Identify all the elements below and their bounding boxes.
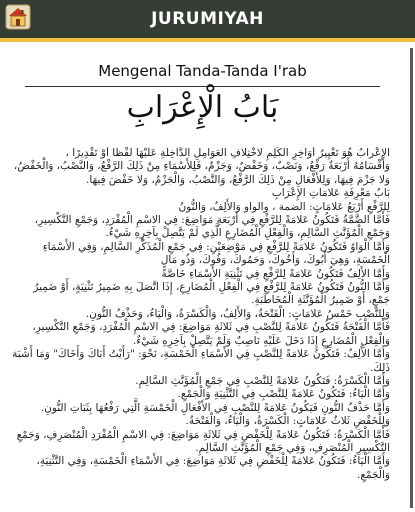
paragraph: وَأَمَّا النُّونُ فَتَكُونُ عَلامَةً لِلرَّفْعِ فِي الْفِعْلِ الْمُضَارِعِ، إِذَا اتَّصَلَ بِهِ ضَمِيرُ تَثْنِيَةٍ، أَوْ ضَمِيرُ جَمْعٍ، أَوْ ضَمِيرُ الْمُؤَنَّثَةِ الْمُخَاطَبَةِ. [33,281,390,307]
paragraph: فَأَمَّا الْكَسْرَةُ: فَتَكُونُ عَلامَةً لِلْخَفْضِ فِي ثَلاثَةِ مَوَاضِعَ: فِي الاسْمِ الْمُفْرَدِ الْمُنْصَرِفِ، وَجَمْعِ التَّكْسِيرِ الْمُنْصَرِفِ، وَفِي جَمْعِ الْمُؤَنَّثِ السَّالِمِ. [16,428,390,454]
paragraph: وَأَمَّا الأَلِفُ: فَتَكُونُ عَلامَةً لِلنَّصْبِ فِي الأَسْمَاءِ الْخَمْسَةِ، نَحْوَ: "رَأَيْتُ أَبَاكَ وَأَخَاكَ" وَمَا أَشْبَهَ ذَلِكَ. [12,348,390,374]
paragraph: وَأَمَّا الْوَاوُ فَتَكُونُ عَلامَةً لِلرَّفْعِ فِي مَوْضِعَيْنِ: فِي جَمْعِ الْمُذَكَّرِ السَّالِمِ، وَفِي الأَسْمَاءِ الْخَمْسَةِ، وَهِيَ أَبُوكَ، وَأَخُوكَ، وَحَمُوكَ، وَفُوكَ، وَذُو مَالٍ [42,240,390,267]
paragraph: وَأَقْسَامُهُ أَرْبَعَةٌ رَفْعٌ، وَنَصْبٌ، وَخَفْضٌ، وَجَزْمٌ، فَلِلأَسْمَاءِ مِنْ ذَلِكَ الرَّفْعُ، وَالنَّصْبُ، وَالْخَفْضُ، وَلا جَزْمَ فِيهَا، وَلِلأَفْعَالِ مِنْ ذَلِكَ الرَّفْعُ، وَالنَّصْبُ، وَالْجَزْمُ، وَلا خَفْضَ فِيهَا. [13,160,390,186]
house-icon[interactable] [5,4,31,30]
paragraph: وَأَمَّا الْكَسْرَةُ: فَتَكُونُ عَلامَةً لِلنَّصْبِ فِي جَمْعِ الْمُؤَنَّثِ السَّالِمِ. [135,374,390,387]
paragraph: وَأَمَّا الأَلِفُ فَتَكُونُ عَلامَةً لِلرَّفْعِ فِي تَثْنِيَةِ الأَسْمَاءِ خَاصَّةً [161,267,390,280]
page-title: Mengenal Tanda-Tanda I'rab [98,62,307,80]
paragraph: وَأَمَّا الْيَاءُ: فَتَكُونُ عَلامَةً لِلنَّصْبِ فِي التَّثْنِيَةِ وَالْجَمْعِ. [177,388,390,401]
content-area[interactable] [0,42,415,512]
app-title: JURUMIYAH [151,9,264,29]
scrollbar[interactable] [410,48,413,508]
arabic-heading: بَابُ الْإِعْرَابِ [126,90,279,125]
paragraph: فَأَمَّا الضَّمَّةُ فَتَكُونُ عَلامَةً لِلرَّفْعِ فِي أَرْبَعَةِ مَوَاضِعَ: فِي الاسْمِ الْمُفْرَدِ، وَجَمْعِ التَّكْسِيرِ، وَجَمْعِ الْمُؤَنَّثِ السَّالِمِ، وَالْفِعْلِ الْمُضَارِعِ الَّذِي لَمْ يَتَّصِلْ بِآخِرِهِ شَيْءٌ. [34,214,390,240]
title-divider [25,86,380,87]
app-bar [0,0,415,38]
paragraph: بَابُ مَعْرِفَةِ عَلامَاتِ الإِعْرَابِ [271,187,390,200]
paragraph: الإِعْرابُ هُوَ تَغْيِيرُ أَوَاخِرِ الْكَلِمِ لاخْتِلافِ الْعَوَامِلِ الدَّاخِلَةِ عَلَيْهَا لَفْظًا أَوْ تَقْدِيرًا ، [65,147,390,159]
paragraph: وَلِلنَّصْبِ خَمْسُ عَلامَاتٍ: الْفَتْحَةُ، وَالأَلِفُ، وَالْكَسْرَةُ، وَالْيَاءُ، وَحَذْفُ النُّونِ. [85,307,390,320]
paragraph: وَأَمَّا حَذْفُ النُّونِ فَيَكُونُ عَلامَةً لِلنَّصْبِ فِي الأَفْعَالِ الْخَمْسَةِ الَّتِي رَفْعُهَا بِثَبَاتِ النُّونِ. [40,401,390,414]
paragraph: وَلِلْخَفْضِ ثَلاثُ عَلامَاتٍ: الْكَسْرَةُ، وَالْيَاءُ، وَالْفَتْحَةُ. [185,415,390,428]
arabic-body-text [12,147,390,512]
paragraph: فَأَمَّا الْفَتْحَةُ فَتَكُونُ عَلامَةً لِلنَّصْبِ فِي ثَلاثَةِ مَوَاضِعَ: فِي الاسْمِ الْمُفْرَدِ، وَجَمْعِ التَّكْسِيرِ، وَالْفِعْلِ الْمُضَارِعِ إِذَا دَخَلَ عَلَيْهِ نَاصِبٌ وَلَمْ يَتَّصِلْ بِآخِرِهِ شَيْءٌ. [32,321,390,347]
paragraph: وَأَمَّا الْيَاءُ: فَتَكُونُ عَلامَةً لِلْخَفْضِ فِي ثَلاثَةِ مَوَاضِعَ: فِي الأَسْمَاءِ الْخَمْسَةِ، وَفِي التَّثْنِيَةِ، وَالْجَمْعِ. [36,455,390,481]
paragraph: لِلرَّفْعِ أَرْبَعُ عَلامَاتٍ: الضمة ، والواو وَالأَلِفُ، وَالنُّونُ [178,200,390,213]
